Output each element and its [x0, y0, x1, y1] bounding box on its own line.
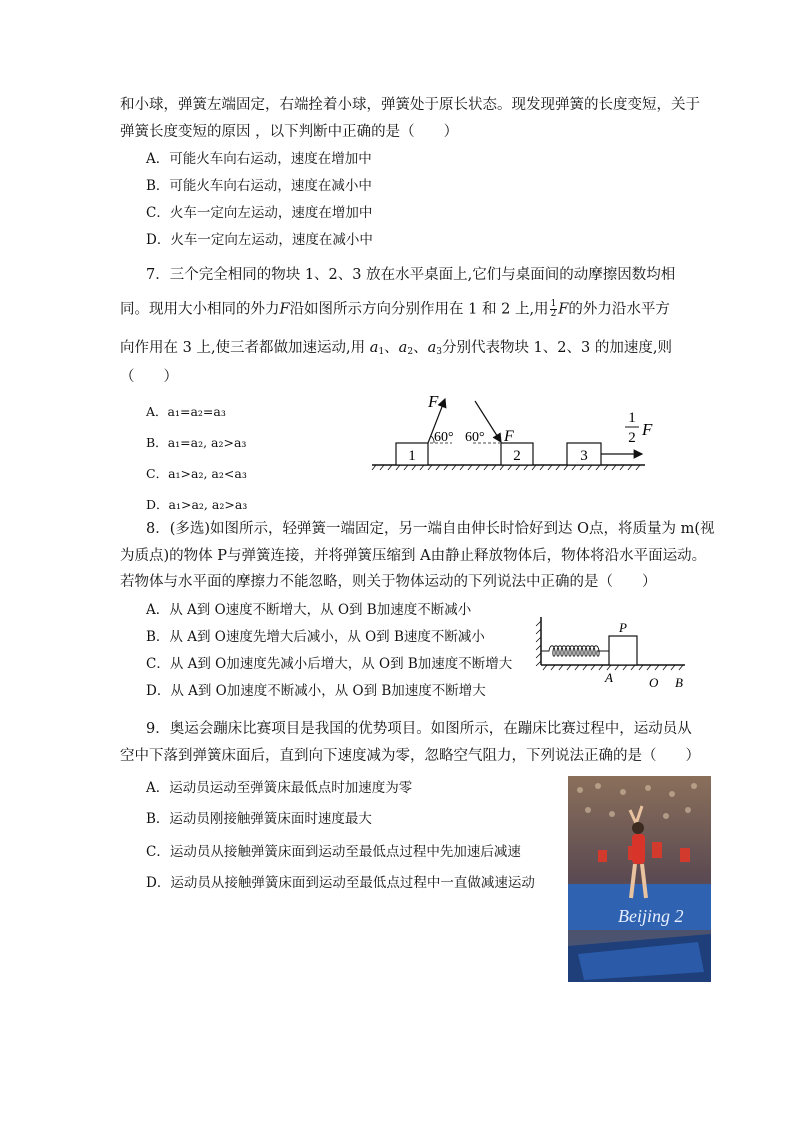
q9-stem-line1: 9．奥运会蹦床比赛项目是我国的优势项目。如图所示，在蹦床比赛过程中，运动员从: [146, 721, 692, 737]
angle-label-2: 60°: [465, 430, 485, 445]
q7-stem-line4: （ ）: [120, 369, 178, 385]
q8-stem-line1: 8．(多选)如图所示，轻弹簧一端固定，另一端自由伸长时恰好到达 O点，将质量为 m(视: [146, 521, 715, 537]
q8-stem-line3: 若物体与水平面的摩擦力不能忽略，则关于物体运动的下列说法中正确的是（ ）: [120, 574, 657, 590]
trampoline-photo: [568, 776, 711, 982]
label-o: O: [649, 675, 659, 690]
q9-option-a[interactable]: A．运动员运动至弹簧床最低点时加速度为零: [146, 780, 413, 796]
half-den: 2: [628, 430, 636, 446]
block-p: [609, 636, 637, 665]
spring: [541, 646, 609, 657]
q7-stem-line3: 向作用在 3 上,使三者都做加速运动,用 $a_1$、$a_2$、$a_3$分别代表物块 1、2、3 的加速度,则: [120, 340, 672, 357]
q6-option-c[interactable]: C．火车一定向左运动，速度在增加中: [146, 205, 373, 221]
q8-option-b[interactable]: B．从 A到 O速度先增大后减小，从 O到 B速度不断减小: [146, 629, 485, 645]
label-p: P: [619, 620, 627, 635]
q8-spring-diagram: [535, 615, 690, 695]
q7-option-a[interactable]: A．a₁=a₂=a₃: [146, 404, 226, 419]
force-label-1: F: [428, 392, 439, 411]
block-2-label: 2: [513, 448, 521, 464]
block-3-label: 3: [580, 448, 588, 464]
q8-stem-line2: 为质点)的物体 P与弹簧连接，并将弹簧压缩到 A由静止释放物体后，物体将沿水平面运动。: [120, 548, 707, 564]
label-b: B: [675, 675, 683, 690]
q7-stem-line1: 7．三个完全相同的物块 1、2、3 放在水平桌面上,它们与桌面间的动摩擦因数均相: [146, 267, 676, 283]
q9-stem-line2: 空中下落到弹簧床面后，直到向下速度减为零，忽略空气阻力，下列说法正确的是（ ）: [120, 748, 700, 764]
half-fraction: $\frac{1}{2}$: [550, 299, 557, 319]
half-force-label: F: [642, 420, 653, 439]
q7-blocks-diagram: [370, 385, 670, 475]
q6-option-d[interactable]: D．火车一定向左运动，速度在减小中: [146, 232, 373, 248]
q7-option-d[interactable]: D．a₁>a₂, a₂>a₃: [146, 497, 248, 512]
q8-option-c[interactable]: C．从 A到 O加速度先减小后增大，从 O到 B加速度不断增大: [146, 656, 513, 672]
q6-option-a[interactable]: A．可能火车向右运动，速度在增加中: [146, 151, 372, 167]
q6-option-b[interactable]: B．可能火车向右运动，速度在减小中: [146, 178, 372, 194]
q6-stem-line2: 弹簧长度变短的原因 ，以下判断中正确的是（ ）: [120, 124, 459, 140]
force-label-2: F: [504, 428, 514, 445]
label-a: A: [605, 670, 613, 685]
q7-stem-line2: 同。现用大小相同的外力F沿如图所示方向分别作用在 1 和 2 上,用 $\frac{1}{2}$ F的外力沿水平方: [120, 299, 670, 319]
q8-option-d[interactable]: D．从 A到 O加速度不断减小，从 O到 B加速度不断增大: [146, 683, 486, 699]
q6-stem-line1: 和小球，弹簧左端固定，右端拴着小球，弹簧处于原长状态。现发现弹簧的长度变短，关于: [120, 97, 700, 113]
q7-option-b[interactable]: B．a₁=a₂, a₂>a₃: [146, 435, 247, 450]
q9-option-d[interactable]: D．运动员从接触弹簧床面到运动至最低点过程中一直做减速运动: [146, 875, 535, 891]
q9-option-b[interactable]: B．运动员刚接触弹簧床面时速度最大: [146, 811, 372, 827]
q7-option-c[interactable]: C．a₁>a₂, a₂<a₃: [146, 466, 247, 481]
q9-option-c[interactable]: C．运动员从接触弹簧床面到运动至最低点过程中先加速后减速: [146, 844, 521, 860]
q8-option-a[interactable]: A．从 A到 O速度不断增大，从 O到 B加速度不断减小: [146, 602, 472, 618]
photo-banner-text: Beijing 2: [618, 906, 684, 926]
block-1-label: 1: [408, 448, 416, 464]
half-num: 1: [628, 410, 636, 426]
angle-label-1: 60°: [434, 430, 454, 445]
